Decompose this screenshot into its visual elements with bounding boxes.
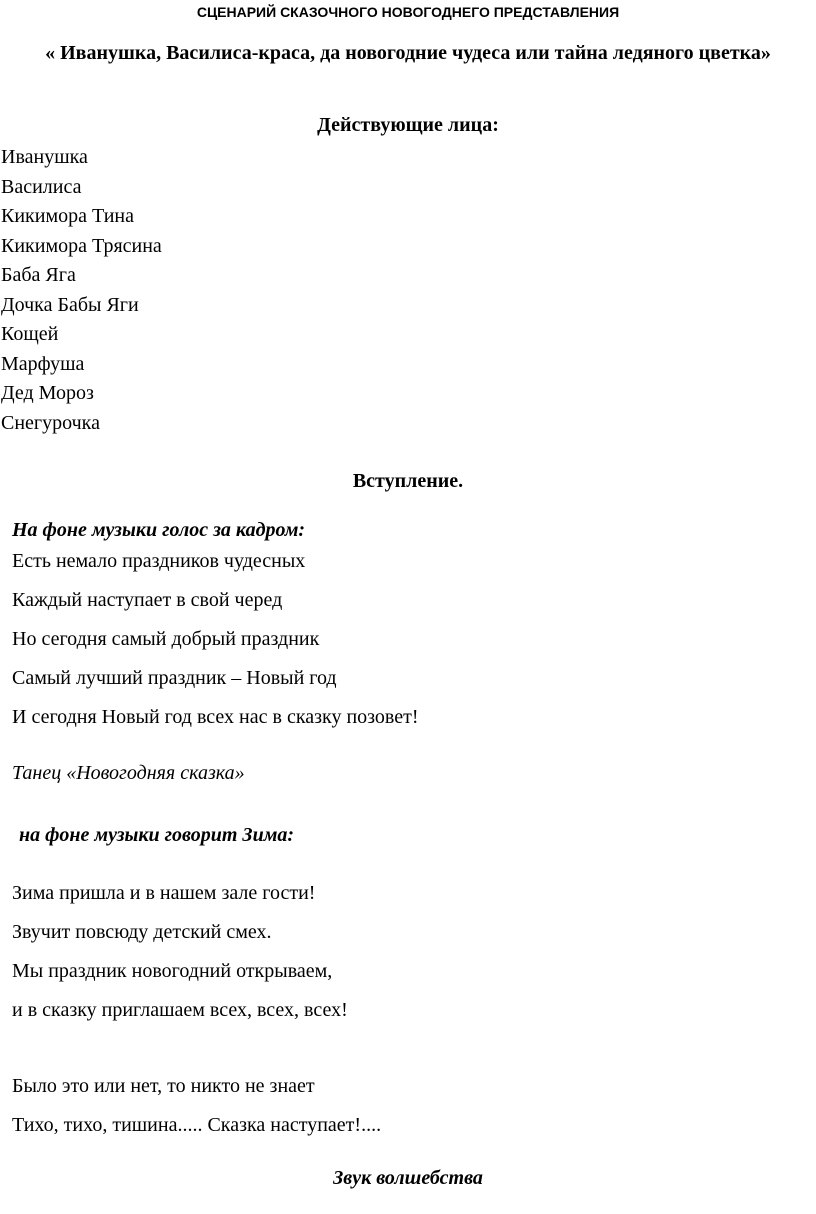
dance-direction: Танец «Новогодняя сказка» xyxy=(12,762,245,784)
cast-item: Кикимора Тина xyxy=(1,205,134,227)
verse-line: Самый лучший праздник – Новый год xyxy=(12,667,337,689)
verse-line: И сегодня Новый год всех нас в сказку позовет! xyxy=(12,706,419,728)
cast-item: Дед Мороз xyxy=(1,382,94,404)
verse-line: Было это или нет, то никто не знает xyxy=(12,1075,315,1097)
cast-item: Иванушка xyxy=(1,146,88,168)
cast-item: Василиса xyxy=(1,175,82,198)
cast-item: Баба Яга xyxy=(1,264,76,286)
intro-heading: Вступление. xyxy=(352,470,464,492)
verse-line: Каждый наступает в свой черед xyxy=(12,589,283,611)
verse-line: Есть немало праздников чудесных xyxy=(12,550,306,572)
play-subtitle: « Иванушка, Василиса-краса, да новогодние чудеса или тайна ледяного цветка» xyxy=(45,42,771,64)
document-title: СЦЕНАРИЙ СКАЗОЧНОГО НОВОГОДНЕГО ПРЕДСТАВЛЕНИЯ xyxy=(196,4,620,20)
verse-line: Тихо, тихо, тишина..... Сказка наступает!.... xyxy=(12,1114,382,1136)
cast-item: Кикимора Трясина xyxy=(1,234,162,257)
cast-heading: Действующие лица: xyxy=(317,114,499,136)
winter-verse xyxy=(12,874,348,1030)
verse-line: и в сказку приглашаем всех, всех, всех! xyxy=(12,999,348,1021)
voiceover-direction: На фоне музыки голос за кадром: xyxy=(12,519,306,541)
verse-line: Звучит повсюду детский смех. xyxy=(12,921,272,943)
verse-line: Но сегодня самый добрый праздник xyxy=(12,628,320,650)
sound-direction: Звук волшебства xyxy=(333,1167,483,1189)
cast-item: Марфуша xyxy=(1,352,85,375)
verse-line: Мы праздник новогодний открываем, xyxy=(12,960,333,982)
cast-list xyxy=(1,143,162,438)
verse-line: Зима пришла и в нашем зале гости! xyxy=(12,882,316,904)
cast-item: Дочка Бабы Яги xyxy=(1,293,139,316)
cast-item: Снегурочка xyxy=(1,411,100,434)
closing-verse xyxy=(12,1067,381,1145)
winter-direction: на фоне музыки говорит Зима: xyxy=(19,824,295,846)
cast-item: Кощей xyxy=(1,323,59,345)
voiceover-verse xyxy=(12,542,419,737)
